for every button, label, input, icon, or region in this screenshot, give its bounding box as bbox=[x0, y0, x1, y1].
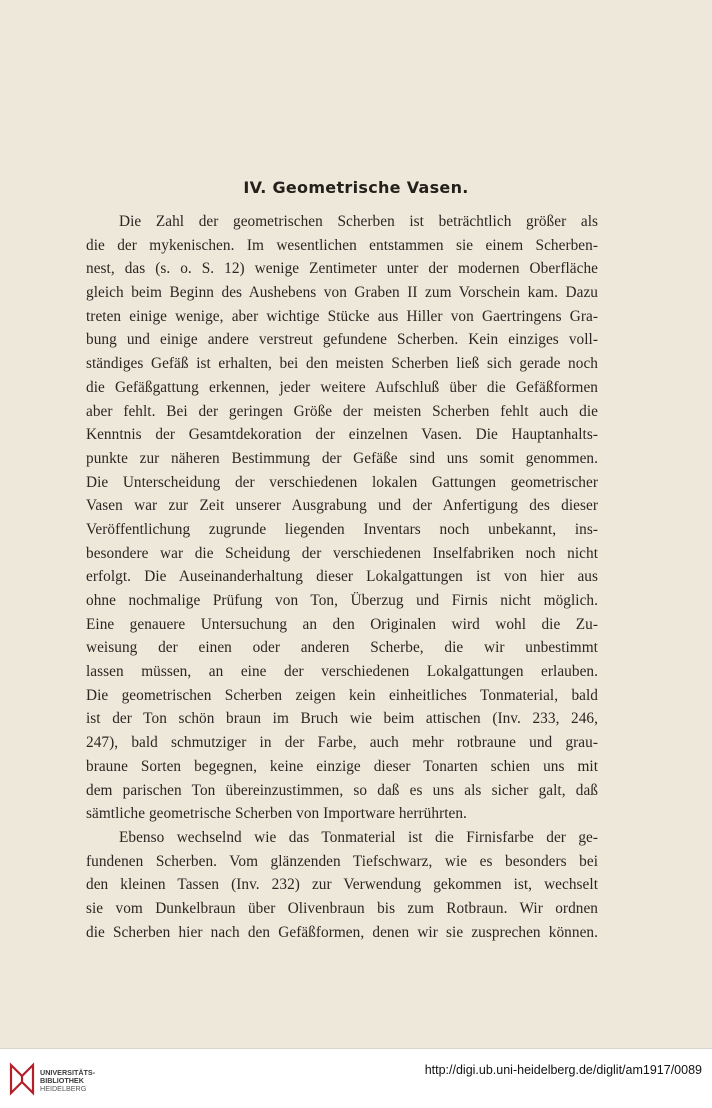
text-line: erfolgt. Die Auseinanderhaltung dieser Lokalgattungen ist von hier aus bbox=[86, 568, 598, 586]
library-logo-icon bbox=[8, 1061, 36, 1097]
permalink-url[interactable]: http://digi.ub.uni-heidelberg.de/diglit/am1917/0089 bbox=[424, 1063, 702, 1077]
text-line: lassen müssen, an eine der verschiedenen Lokalgattungen erlauben. bbox=[86, 663, 598, 681]
text-line: 247), bald schmutziger in der Farbe, auch mehr rotbraune und grau- bbox=[86, 734, 598, 752]
text-line: ohne nochmalige Prüfung von Ton, Überzug und Firnis nicht möglich. bbox=[86, 592, 598, 609]
text-line: aber fehlt. Bei der geringen Größe der meisten Scherben fehlt auch die bbox=[86, 402, 598, 420]
text-line: Die geometrischen Scherben zeigen kein einheitliches Tonmaterial, bald bbox=[86, 686, 598, 704]
text-line: bung und einige andere verstreut gefundene Scherben. Kein einziges voll- bbox=[86, 331, 598, 349]
text-line: Eine genauere Untersuchung an den Originalen wird wohl die Zu- bbox=[86, 615, 598, 633]
text-line: gleich beim Beginn des Aushebens von Graben II zum Vorschein kam. Dazu bbox=[86, 284, 598, 302]
text-line: die der mykenischen. Im wesentlichen entstammen sie einem Scherben- bbox=[86, 236, 598, 254]
text-line: Veröffentlichung zugrunde liegenden Inventars noch unbekannt, ins- bbox=[86, 520, 598, 538]
text-line: den kleinen Tassen (Inv. 232) zur Verwendung gekommen ist, wechselt bbox=[86, 876, 598, 894]
library-name-line: HEIDELBERG bbox=[40, 1084, 87, 1094]
text-line: dem parischen Ton übereinzustimmen, so daß es uns als sicher galt, daß bbox=[86, 781, 598, 799]
text-line: Die Zahl der geometrischen Scherben ist beträchtlich größer als bbox=[119, 213, 598, 230]
viewer-footer bbox=[0, 1048, 712, 1108]
text-line: Ebenso wechselnd wie das Tonmaterial ist die Firnisfarbe der ge- bbox=[119, 828, 598, 846]
text-line: braune Sorten begegnen, keine einzige dieser Tonarten schien uns mit bbox=[86, 757, 598, 775]
text-line: fundenen Scherben. Vom glänzenden Tiefschwarz, wie es besonders bei bbox=[86, 852, 598, 870]
text-line: ist der Ton schön braun im Bruch wie beim attischen (Inv. 233, 246, bbox=[86, 710, 598, 728]
text-line: nest, das (s. o. S. 12) wenige Zentimeter unter der modernen Oberfläche bbox=[86, 260, 598, 278]
text-line: punkte zur näheren Bestimmung der Gefäße sind uns somit genommen. bbox=[86, 449, 598, 467]
text-line: die Gefäßgattung erkennen, jeder weitere Aufschluß über die Gefäßformen bbox=[86, 378, 598, 396]
text-line: weisung der einen oder anderen Scherbe, die wir unbestimmt bbox=[86, 639, 598, 657]
text-line: sie vom Dunkelbraun über Olivenbraun bis zum Rotbraun. Wir ordnen bbox=[86, 899, 598, 917]
section-heading: IV. Geometrische Vasen. bbox=[243, 178, 469, 197]
library-name bbox=[40, 1069, 95, 1094]
text-line: treten einige wenige, aber wichtige Stücke aus Hiller von Gaertringens Gra- bbox=[86, 307, 598, 325]
text-line: Vasen war zur Zeit unserer Ausgrabung und der Anfertigung des dieser bbox=[86, 497, 598, 515]
text-line: sämtliche geometrische Scherben von Importware herrührten. bbox=[86, 805, 467, 823]
text-line: besondere war die Scheidung der verschiedenen Inselfabriken noch nicht bbox=[86, 544, 598, 562]
text-line: ständiges Gefäß ist erhalten, bei den meisten Scherben ließ sich gerade noch bbox=[86, 355, 598, 373]
library-name-line: BIBLIOTHEK bbox=[40, 1076, 84, 1086]
text-line: Kenntnis der Gesamtdekoration der einzelnen Vasen. Die Hauptanhalts- bbox=[86, 426, 598, 444]
body-text bbox=[86, 210, 598, 944]
text-line: die Scherben hier nach den Gefäßformen, denen wir sie zusprechen können. bbox=[86, 923, 598, 941]
text-line: Die Unterscheidung der verschiedenen lokalen Gattungen geometrischer bbox=[86, 473, 598, 491]
library-name-line: UNIVERSITÄTS- bbox=[40, 1068, 96, 1077]
